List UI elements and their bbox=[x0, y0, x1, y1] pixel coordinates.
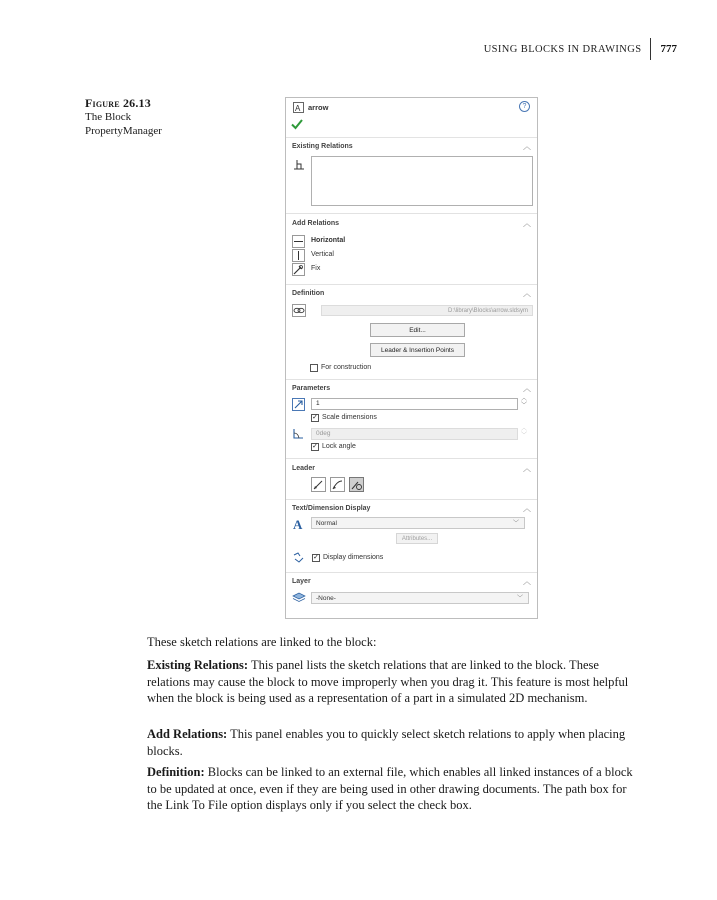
relation-icon bbox=[293, 158, 305, 170]
vertical-icon[interactable] bbox=[292, 249, 305, 262]
text-display-title: Text/Dimension Display bbox=[292, 505, 371, 512]
scale-input[interactable]: 1 bbox=[311, 398, 518, 410]
chevron-down-icon: ﹀ bbox=[512, 521, 519, 527]
section-divider bbox=[286, 213, 537, 214]
text-definition: Blocks can be linked to an external file, which enables all linked instances of a block to be updated at once, even if they are being used in other drawing documents. The path box for the Link To File option displays only if you select the check box. bbox=[147, 765, 633, 812]
definition-collapse-icon[interactable]: ︿ bbox=[523, 289, 531, 298]
text-existing-relations: This panel lists the sketch relations that are linked to the block. These relations may cause the block to move improperly when you drag it. This feature is most helpful when the block is being used as a representation of a part in a simulated 2D mechanism. bbox=[147, 658, 629, 705]
fix-icon[interactable] bbox=[292, 263, 305, 276]
term-existing-relations: Existing Relations: bbox=[147, 658, 249, 672]
paragraph-add-relations bbox=[147, 726, 637, 759]
existing-relations-list[interactable] bbox=[311, 156, 533, 206]
layer-dropdown[interactable] bbox=[311, 592, 529, 604]
term-add-relations: Add Relations: bbox=[147, 727, 228, 741]
chevron-down-icon: ﹀ bbox=[516, 596, 523, 602]
paragraph-definition bbox=[147, 764, 637, 814]
body-intro: These sketch relations are linked to the block: bbox=[147, 635, 377, 649]
block-property-manager bbox=[285, 97, 538, 619]
angle-input[interactable]: 0deg bbox=[311, 428, 518, 440]
lock-angle-checkbox[interactable]: ✓ bbox=[312, 443, 318, 450]
svg-text:A: A bbox=[295, 104, 301, 112]
section-divider bbox=[286, 572, 537, 573]
parameters-title: Parameters bbox=[292, 385, 331, 392]
scale-dimensions-checkbox[interactable]: ✓ bbox=[312, 414, 318, 421]
page-number: 777 bbox=[660, 43, 677, 55]
angle-spinner[interactable]: ︿ ﹀ bbox=[521, 426, 528, 439]
display-dimensions-icon bbox=[292, 551, 306, 564]
section-divider bbox=[286, 284, 537, 285]
add-relation-horizontal[interactable]: Horizontal bbox=[311, 237, 346, 244]
leader-title: Leader bbox=[292, 465, 315, 472]
block-icon bbox=[293, 102, 304, 113]
term-definition: Definition: bbox=[147, 765, 205, 779]
leader-insertion-points-button[interactable]: Leader & Insertion Points bbox=[370, 343, 465, 357]
edit-button[interactable]: Edit... bbox=[370, 323, 465, 337]
help-icon[interactable]: ? bbox=[519, 101, 530, 112]
layer-collapse-icon[interactable]: ︿ bbox=[523, 577, 531, 586]
section-divider bbox=[286, 458, 537, 459]
font-style-value: Normal bbox=[316, 519, 337, 527]
lock-angle-label: Lock angle bbox=[322, 443, 356, 450]
horizontal-icon[interactable] bbox=[292, 235, 305, 248]
link-file-path-field[interactable]: D:\library\Blocks\arrow.sldsym bbox=[321, 305, 533, 316]
layer-title: Layer bbox=[292, 578, 311, 585]
section-divider bbox=[286, 499, 537, 500]
text-add-relations: This panel enables you to quickly select sketch relations to apply when placing blocks. bbox=[147, 727, 626, 758]
rotation-angle-icon bbox=[292, 427, 306, 440]
display-dimensions-label: Display dimensions bbox=[323, 554, 384, 561]
figure-label: Figure 26.13 bbox=[85, 96, 151, 110]
add-relations-collapse-icon[interactable]: ︿ bbox=[523, 219, 531, 228]
layer-icon bbox=[292, 591, 306, 603]
leader-collapse-icon[interactable]: ︿ bbox=[523, 464, 531, 473]
font-style-dropdown[interactable] bbox=[311, 517, 525, 529]
leader-bent-icon[interactable] bbox=[330, 477, 345, 492]
add-relations-title: Add Relations bbox=[292, 220, 340, 227]
link-to-file-icon[interactable] bbox=[292, 304, 306, 317]
leader-straight-icon[interactable] bbox=[311, 477, 326, 492]
check-icon[interactable] bbox=[291, 118, 303, 130]
existing-relations-collapse-icon[interactable]: ︿ bbox=[523, 142, 531, 151]
running-header-title: USING BLOCKS IN DRAWINGS bbox=[483, 43, 642, 55]
scale-dimensions-label: Scale dimensions bbox=[322, 414, 377, 421]
running-header bbox=[484, 38, 677, 60]
pm-header bbox=[286, 98, 537, 138]
for-construction-label: For construction bbox=[321, 364, 372, 371]
add-relation-fix[interactable]: Fix bbox=[311, 265, 321, 272]
parameters-collapse-icon[interactable]: ︿ bbox=[523, 384, 531, 393]
definition-title: Definition bbox=[292, 290, 325, 297]
paragraph-existing-relations bbox=[147, 657, 637, 707]
figure-caption-text: The Block PropertyManager bbox=[85, 111, 162, 137]
attributes-button[interactable]: Attributes... bbox=[396, 533, 438, 544]
for-construction-checkbox[interactable] bbox=[310, 364, 318, 372]
svg-text:A: A bbox=[293, 517, 303, 531]
layer-value: -None- bbox=[316, 594, 336, 602]
pm-title: arrow bbox=[308, 103, 329, 112]
existing-relations-title: Existing Relations bbox=[292, 143, 353, 150]
scale-spinner[interactable]: ︿ ﹀ bbox=[521, 396, 528, 409]
section-divider bbox=[286, 379, 537, 380]
scale-icon bbox=[292, 398, 305, 411]
font-icon bbox=[292, 517, 306, 531]
display-dimensions-checkbox[interactable]: ✓ bbox=[313, 554, 319, 561]
no-leader-icon[interactable] bbox=[349, 477, 364, 492]
text-display-collapse-icon[interactable]: ︿ bbox=[523, 504, 531, 513]
add-relation-vertical[interactable]: Vertical bbox=[311, 251, 334, 258]
figure-caption bbox=[85, 96, 265, 138]
